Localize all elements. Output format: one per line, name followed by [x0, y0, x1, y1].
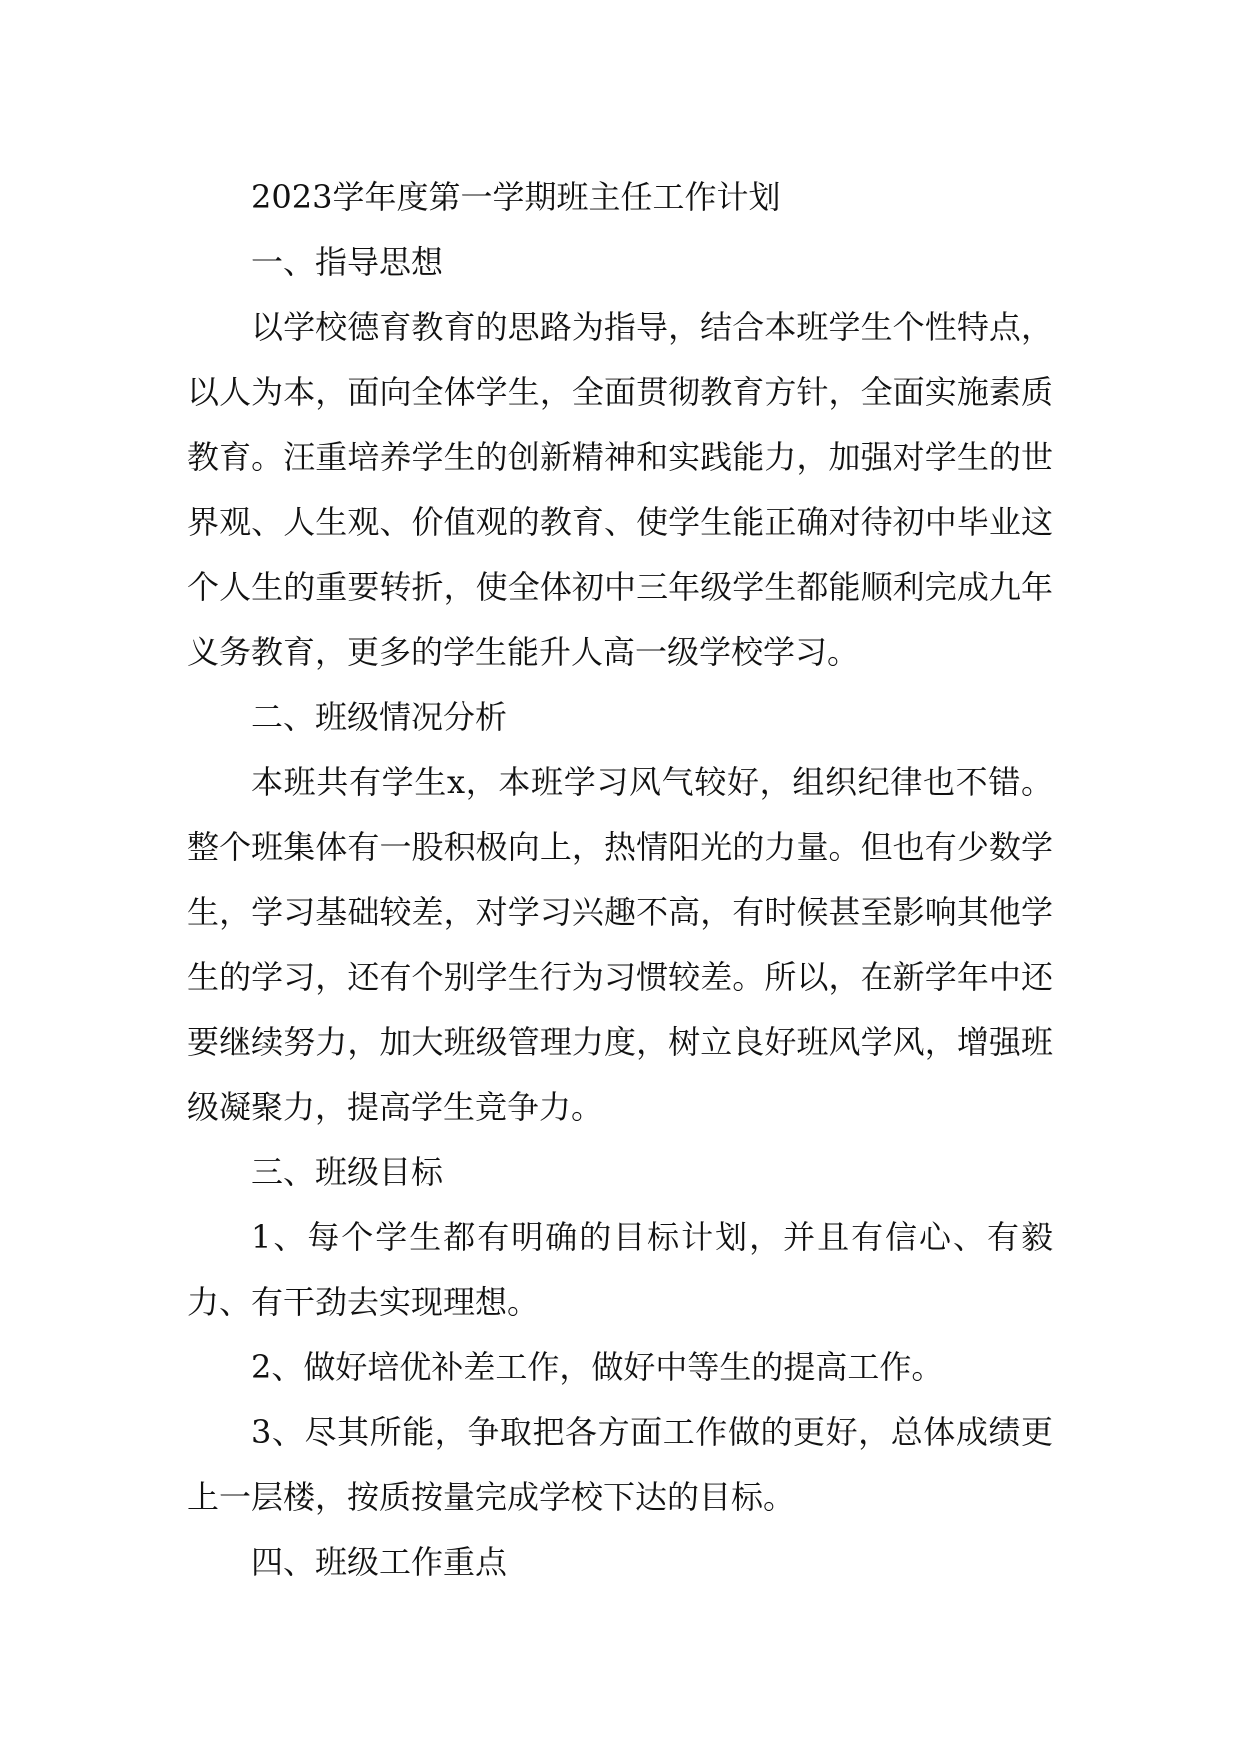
section-heading-class-analysis: 二、班级情况分析	[251, 698, 508, 736]
section-heading-work-focus: 四、班级工作重点	[251, 1543, 508, 1581]
paragraph-guiding-ideology: 以学校德育教育的思路为指导，结合本班学生个性特点，以人为本，面向全体学生，全面贯彻教育方针，全面实施素质教育。汪重培养学生的创新精神和实践能力，加强对学生的世界观、人生观、价值观的教育、使学生能正确对待初中毕业这个人生的重要转折，使全体初中三年级学生都能顺利完成九年义务教育，更多的学生能升人高一级学校学习。	[187, 308, 1053, 671]
document-title: 2023学年度第一学期班主任工作计划	[251, 178, 781, 216]
goal-item-1: 1、每个学生都有明确的目标计划，并且有信心、有毅力、有干劲去实现理想。	[187, 1218, 1053, 1321]
goal-item-2: 2、做好培优补差工作，做好中等生的提高工作。	[251, 1348, 944, 1386]
section-heading-guiding-ideology: 一、指导思想	[251, 243, 444, 281]
document-page	[187, 165, 1053, 1595]
section-heading-class-goals: 三、班级目标	[251, 1153, 444, 1191]
goal-item-3: 3、尽其所能，争取把各方面工作做的更好，总体成绩更上一层楼，按质按量完成学校下达的目标。	[187, 1413, 1053, 1516]
paragraph-class-analysis: 本班共有学生x，本班学习风气较好，组织纪律也不错。整个班集体有一股积极向上，热情阳光的力量。但也有少数学生，学习基础较差，对学习兴趣不高，有时候甚至影响其他学生的学习，还有个别学生行为习惯较差。所以，在新学年中还要继续努力，加大班级管理力度，树立良好班风学风，增强班级凝聚力，提高学生竞争力。	[187, 763, 1053, 1126]
